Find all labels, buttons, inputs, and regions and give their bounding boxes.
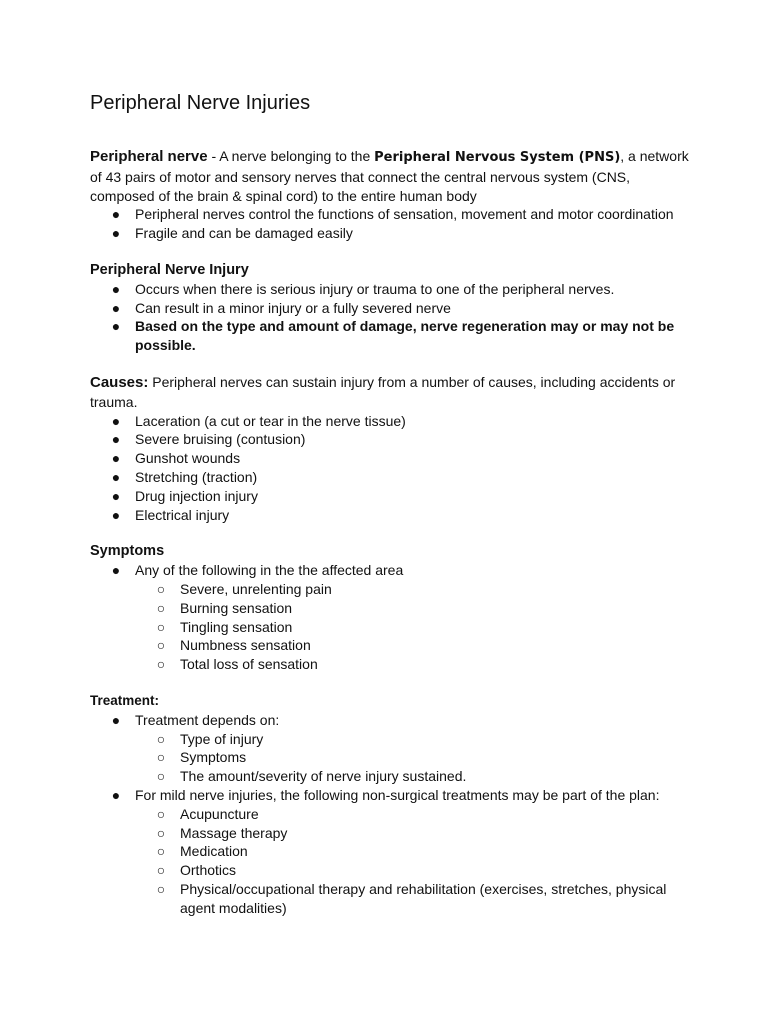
causes-paragraph xyxy=(90,373,690,412)
sub-bullet-icon: ○ xyxy=(156,805,166,822)
list-item: ● Electrical injury xyxy=(111,506,230,523)
causes-label: Causes: xyxy=(90,373,149,391)
sub-bullet-icon: ○ xyxy=(156,768,166,785)
list-item: ● Occurs when there is serious injury or trauma to one of the peripheral nerves. xyxy=(111,280,615,297)
sub-bullet-icon: ○ xyxy=(156,618,166,635)
list-item: ● Any of the following in the the affected area ○ Severe, unrelenting pain ○ Burning sensation ○ Tingling sensation ○ Numbness sensation ○ Total loss of sensation xyxy=(90,561,690,674)
document-page xyxy=(90,88,690,917)
sub-bullet-icon: ○ xyxy=(156,637,166,654)
sub-bullet-icon: ○ xyxy=(156,656,166,673)
list-item: ● Gunshot wounds xyxy=(111,450,241,467)
bullet-icon: ● xyxy=(111,206,121,223)
list-item: ● For mild nerve injuries, the following non-surgical treatments may be part of the plan: ○ Acupuncture ○ Massage therapy ○ Medication ○ Orthotics ○ Physical/occupational therapy and rehabilitation (exercises, stretches, physical agent modalities) xyxy=(90,786,690,918)
bullet-icon: ● xyxy=(111,412,121,429)
bullet-icon: ● xyxy=(111,225,121,242)
bullet-icon: ● xyxy=(111,280,121,297)
list-item: ○ Numbness sensation xyxy=(156,637,311,654)
bullet-icon: ● xyxy=(111,711,121,728)
list-item: ● Stretching (traction) xyxy=(111,468,258,485)
bullet-icon: ● xyxy=(111,786,121,803)
bullet-icon: ● xyxy=(111,562,121,579)
list-item: ○ Severe, unrelenting pain xyxy=(156,580,332,597)
treatment-heading: Treatment: xyxy=(90,692,160,708)
intro-paragraph xyxy=(90,147,690,205)
sub-bullet-icon: ○ xyxy=(156,880,166,897)
bullet-icon: ● xyxy=(111,506,121,523)
bullet-icon: ● xyxy=(111,318,121,335)
list-item: ● Peripheral nerves control the functions of sensation, movement and motor coordination xyxy=(111,206,674,223)
list-item: ○ Physical/occupational therapy and rehabilitation (exercises, stretches, physical agent modalities) xyxy=(156,880,667,916)
bullet-icon: ● xyxy=(111,487,121,504)
list-item: ○ Burning sensation xyxy=(156,599,293,616)
causes-text: Peripheral nerves can sustain injury from a number of causes, including accidents or trauma. xyxy=(90,373,676,410)
list-item: ○ Tingling sensation xyxy=(156,618,293,635)
injury-heading: Peripheral Nerve Injury xyxy=(90,261,249,278)
list-item: ○ The amount/severity of nerve injury sustained. xyxy=(156,768,467,785)
sub-bullet-icon: ○ xyxy=(156,862,166,879)
symptoms-bullet-list xyxy=(90,561,690,674)
page-title: Peripheral Nerve Injuries xyxy=(90,92,311,114)
list-item: ● Treatment depends on: ○ Type of injury ○ Symptoms ○ The amount/severity of nerve injury sustained. xyxy=(90,711,690,786)
causes-bullet-list xyxy=(90,412,690,525)
list-item: ○ Type of injury xyxy=(156,730,264,747)
list-item: ● Fragile and can be damaged easily xyxy=(111,225,353,242)
list-item: ○ Symptoms xyxy=(156,749,247,766)
intro-text-b: , a network of 43 pairs of motor and sensory nerves that connect the central nervous system (CNS, composed of the brain & spinal cord) to the entire human body xyxy=(90,148,689,204)
sub-bullet-icon: ○ xyxy=(156,730,166,747)
list-item: ● Severe bruising (contusion) xyxy=(111,431,306,448)
intro-term: Peripheral nerve xyxy=(90,148,208,165)
symptoms-heading: Symptoms xyxy=(90,543,165,560)
treatment-bullet-list xyxy=(90,711,690,918)
sub-bullet-icon: ○ xyxy=(156,824,166,841)
intro-bullet-list xyxy=(90,205,690,243)
list-item: ○ Massage therapy xyxy=(156,824,288,841)
bullet-icon: ● xyxy=(111,450,121,467)
sub-bullet-icon: ○ xyxy=(156,843,166,860)
bullet-icon: ● xyxy=(111,299,121,316)
symptoms-sub-list xyxy=(135,580,690,674)
bullet-icon: ● xyxy=(111,431,121,448)
intro-text-a: - A nerve belonging to the xyxy=(207,148,375,164)
sub-bullet-icon: ○ xyxy=(156,580,166,597)
list-item: ● Laceration (a cut or tear in the nerve tissue) xyxy=(111,412,406,429)
list-item: ○ Acupuncture xyxy=(156,805,259,822)
list-item: ○ Medication xyxy=(156,843,248,860)
list-item: ○ Orthotics xyxy=(156,862,237,879)
sub-bullet-icon: ○ xyxy=(156,599,166,616)
sub-bullet-icon: ○ xyxy=(156,749,166,766)
treatment-sub-list-2 xyxy=(135,805,690,918)
bullet-icon: ● xyxy=(111,468,121,485)
treatment-sub-list-1 xyxy=(135,730,690,786)
injury-bullet-list xyxy=(90,280,690,355)
list-item: ● Based on the type and amount of damage, nerve regeneration may or may not be possible. xyxy=(111,318,675,354)
intro-emph: Peripheral Nervous System (PNS) xyxy=(374,150,621,165)
list-item: ○ Total loss of sensation xyxy=(156,656,318,673)
list-item: ● Drug injection injury xyxy=(111,487,258,504)
list-item: ● Can result in a minor injury or a fully severed nerve xyxy=(111,299,451,316)
